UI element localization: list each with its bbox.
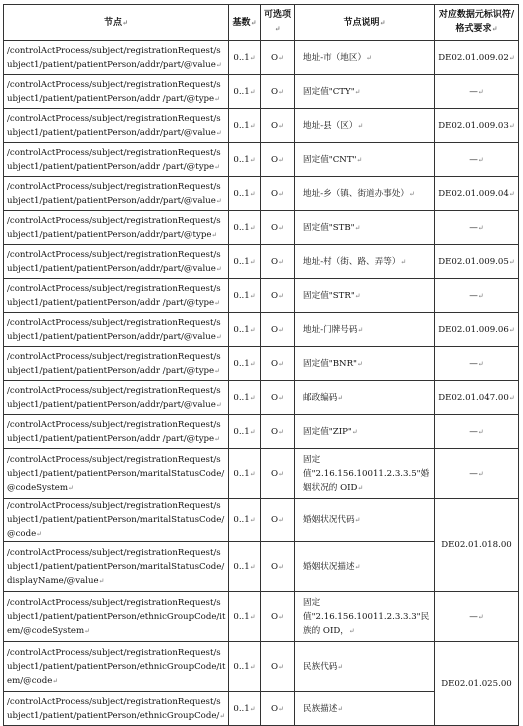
data-element-cell: DE02.01.018.00: [435, 499, 519, 592]
cardinality-cell: 0..1↵: [229, 499, 261, 542]
cardinality-cell: 0..1↵: [229, 692, 261, 726]
table-row: [4, 592, 519, 642]
data-element-cell: DE02.01.009.05↵: [435, 245, 519, 279]
table-row: [4, 313, 519, 347]
cardinality-cell: 0..1↵: [229, 449, 261, 499]
description-cell: 固定值"2.16.156.10011.2.3.3.3"民族的 OID，↵: [295, 592, 435, 642]
optional-cell: O↵: [261, 41, 295, 75]
description-cell: 固定值"STB"↵: [295, 211, 435, 245]
cardinality-cell: 0..1↵: [229, 211, 261, 245]
table-row: [4, 279, 519, 313]
description-cell: 地址-门牌号码↵: [295, 313, 435, 347]
description-cell: 固定值"STR"↵: [295, 279, 435, 313]
table-row: [4, 415, 519, 449]
description-cell: 固定值"ZIP"↵: [295, 415, 435, 449]
description-cell: 婚姻状况描述↵: [295, 542, 435, 592]
cardinality-cell: 0..1↵: [229, 279, 261, 313]
optional-cell: O↵: [261, 542, 295, 592]
optional-cell: O↵: [261, 692, 295, 726]
header-optional: 可选项↵: [261, 5, 295, 41]
optional-cell: O↵: [261, 177, 295, 211]
header-node: 节点↵: [4, 5, 229, 41]
cardinality-cell: 0..1↵: [229, 177, 261, 211]
optional-cell: O↵: [261, 245, 295, 279]
node-path-cell: /controlActProcess/subject/registrationRequest/subject1/patient/patientPerson/ethnicGroupCode/↵: [4, 692, 229, 726]
header-cardinality: 基数↵: [229, 5, 261, 41]
table-row: [4, 75, 519, 109]
node-path-cell: /controlActProcess/subject/registrationRequest/subject1/patient/patientPerson/maritalStatusCode/@code↵: [4, 499, 229, 542]
cardinality-cell: 0..1↵: [229, 642, 261, 692]
description-cell: 民族代码↵: [295, 642, 435, 692]
description-cell: 固定值"CNT"↵: [295, 143, 435, 177]
cardinality-cell: 0..1↵: [229, 41, 261, 75]
cardinality-cell: 0..1↵: [229, 415, 261, 449]
description-cell: 固定值"BNR"↵: [295, 347, 435, 381]
optional-cell: O↵: [261, 592, 295, 642]
description-cell: 婚姻状况代码↵: [295, 499, 435, 542]
data-element-cell: —↵: [435, 592, 519, 642]
node-path-cell: /controlActProcess/subject/registrationRequest/subject1/patient/patientPerson/addr /part/@type↵: [4, 143, 229, 177]
cardinality-cell: 0..1↵: [229, 75, 261, 109]
data-element-cell: DE02.01.009.06↵: [435, 313, 519, 347]
document-page: [3, 4, 518, 726]
data-element-cell: —↵: [435, 449, 519, 499]
cardinality-cell: 0..1↵: [229, 245, 261, 279]
table-row: [4, 499, 519, 542]
data-element-cell: DE02.01.047.00↵: [435, 381, 519, 415]
optional-cell: O↵: [261, 143, 295, 177]
node-path-cell: /controlActProcess/subject/registrationRequest/subject1/patient/patientPerson/maritalStatusCode/@codeSystem↵: [4, 449, 229, 499]
description-cell: 民族描述↵: [295, 692, 435, 726]
cardinality-cell: 0..1↵: [229, 109, 261, 143]
optional-cell: O↵: [261, 499, 295, 542]
node-path-cell: /controlActProcess/subject/registrationRequest/subject1/patient/patientPerson/addr /part/@type↵: [4, 75, 229, 109]
data-element-cell: —↵: [435, 75, 519, 109]
node-path-cell: /controlActProcess/subject/registrationRequest/subject1/patient/patientPerson/addr /part/@type↵: [4, 415, 229, 449]
cardinality-cell: 0..1↵: [229, 347, 261, 381]
table-row: [4, 41, 519, 75]
node-path-cell: /controlActProcess/subject/registrationRequest/subject1/patient/patientPerson/addr/part/@type↵: [4, 211, 229, 245]
node-path-cell: /controlActProcess/subject/registrationRequest/subject1/patient/patientPerson/addr/part/@value↵: [4, 313, 229, 347]
data-element-cell: DE02.01.025.00: [435, 642, 519, 726]
data-element-cell: DE02.01.009.03↵: [435, 109, 519, 143]
cardinality-cell: 0..1↵: [229, 143, 261, 177]
cardinality-cell: 0..1↵: [229, 592, 261, 642]
header-description: 节点说明↵: [295, 5, 435, 41]
data-element-cell: —↵: [435, 415, 519, 449]
cardinality-cell: 0..1↵: [229, 313, 261, 347]
table-body: [4, 41, 519, 726]
description-cell: 地址-市（地区）↵: [295, 41, 435, 75]
description-cell: 地址-村（街、路、弄等）↵: [295, 245, 435, 279]
data-element-cell: DE02.01.009.02↵: [435, 41, 519, 75]
table-row: [4, 381, 519, 415]
optional-cell: O↵: [261, 415, 295, 449]
optional-cell: O↵: [261, 642, 295, 692]
node-path-cell: /controlActProcess/subject/registrationRequest/subject1/patient/patientPerson/ethnicGroupCode/item/@codeSystem↵: [4, 592, 229, 642]
table-row: [4, 449, 519, 499]
table-row: [4, 245, 519, 279]
description-cell: 地址-县（区）↵: [295, 109, 435, 143]
optional-cell: O↵: [261, 279, 295, 313]
data-element-cell: —↵: [435, 279, 519, 313]
table-header-row: [4, 5, 519, 41]
header-data-element: 对应数据元标识符/格式要求↵: [435, 5, 519, 41]
table-row: [4, 109, 519, 143]
node-path-cell: /controlActProcess/subject/registrationRequest/subject1/patient/patientPerson/addr/part/@value↵: [4, 245, 229, 279]
cardinality-cell: 0..1↵: [229, 381, 261, 415]
node-path-cell: /controlActProcess/subject/registrationRequest/subject1/patient/patientPerson/addr/part/@value↵: [4, 109, 229, 143]
optional-cell: O↵: [261, 75, 295, 109]
description-cell: 固定值"CTY"↵: [295, 75, 435, 109]
node-path-cell: /controlActProcess/subject/registrationRequest/subject1/patient/patientPerson/addr/part/@value↵: [4, 381, 229, 415]
table-row: [4, 642, 519, 692]
node-path-cell: /controlActProcess/subject/registrationRequest/subject1/patient/patientPerson/maritalStatusCode/displayName/@value↵: [4, 542, 229, 592]
data-element-cell: DE02.01.009.04↵: [435, 177, 519, 211]
data-element-cell: —↵: [435, 211, 519, 245]
optional-cell: O↵: [261, 449, 295, 499]
table-row: [4, 211, 519, 245]
table-row: [4, 143, 519, 177]
optional-cell: O↵: [261, 381, 295, 415]
node-path-cell: /controlActProcess/subject/registrationRequest/subject1/patient/patientPerson/addr/part/@value↵: [4, 41, 229, 75]
description-cell: 邮政编码↵: [295, 381, 435, 415]
data-element-cell: —↵: [435, 347, 519, 381]
node-path-cell: /controlActProcess/subject/registrationRequest/subject1/patient/patientPerson/addr /part/@type↵: [4, 279, 229, 313]
node-table: [3, 4, 519, 726]
description-cell: 地址-乡（镇、街道办事处）↵: [295, 177, 435, 211]
table-row: [4, 177, 519, 211]
description-cell: 固定值"2.16.156.10011.2.3.3.5"婚姻状况的 OID↵: [295, 449, 435, 499]
table-row: [4, 347, 519, 381]
data-element-cell: —↵: [435, 143, 519, 177]
optional-cell: O↵: [261, 347, 295, 381]
node-path-cell: /controlActProcess/subject/registrationRequest/subject1/patient/patientPerson/addr/part/@value↵: [4, 177, 229, 211]
node-path-cell: /controlActProcess/subject/registrationRequest/subject1/patient/patientPerson/addr /part/@type↵: [4, 347, 229, 381]
cardinality-cell: 0..1↵: [229, 542, 261, 592]
optional-cell: O↵: [261, 313, 295, 347]
optional-cell: O↵: [261, 211, 295, 245]
optional-cell: O↵: [261, 109, 295, 143]
node-path-cell: /controlActProcess/subject/registrationRequest/subject1/patient/patientPerson/ethnicGroupCode/item/@code↵: [4, 642, 229, 692]
